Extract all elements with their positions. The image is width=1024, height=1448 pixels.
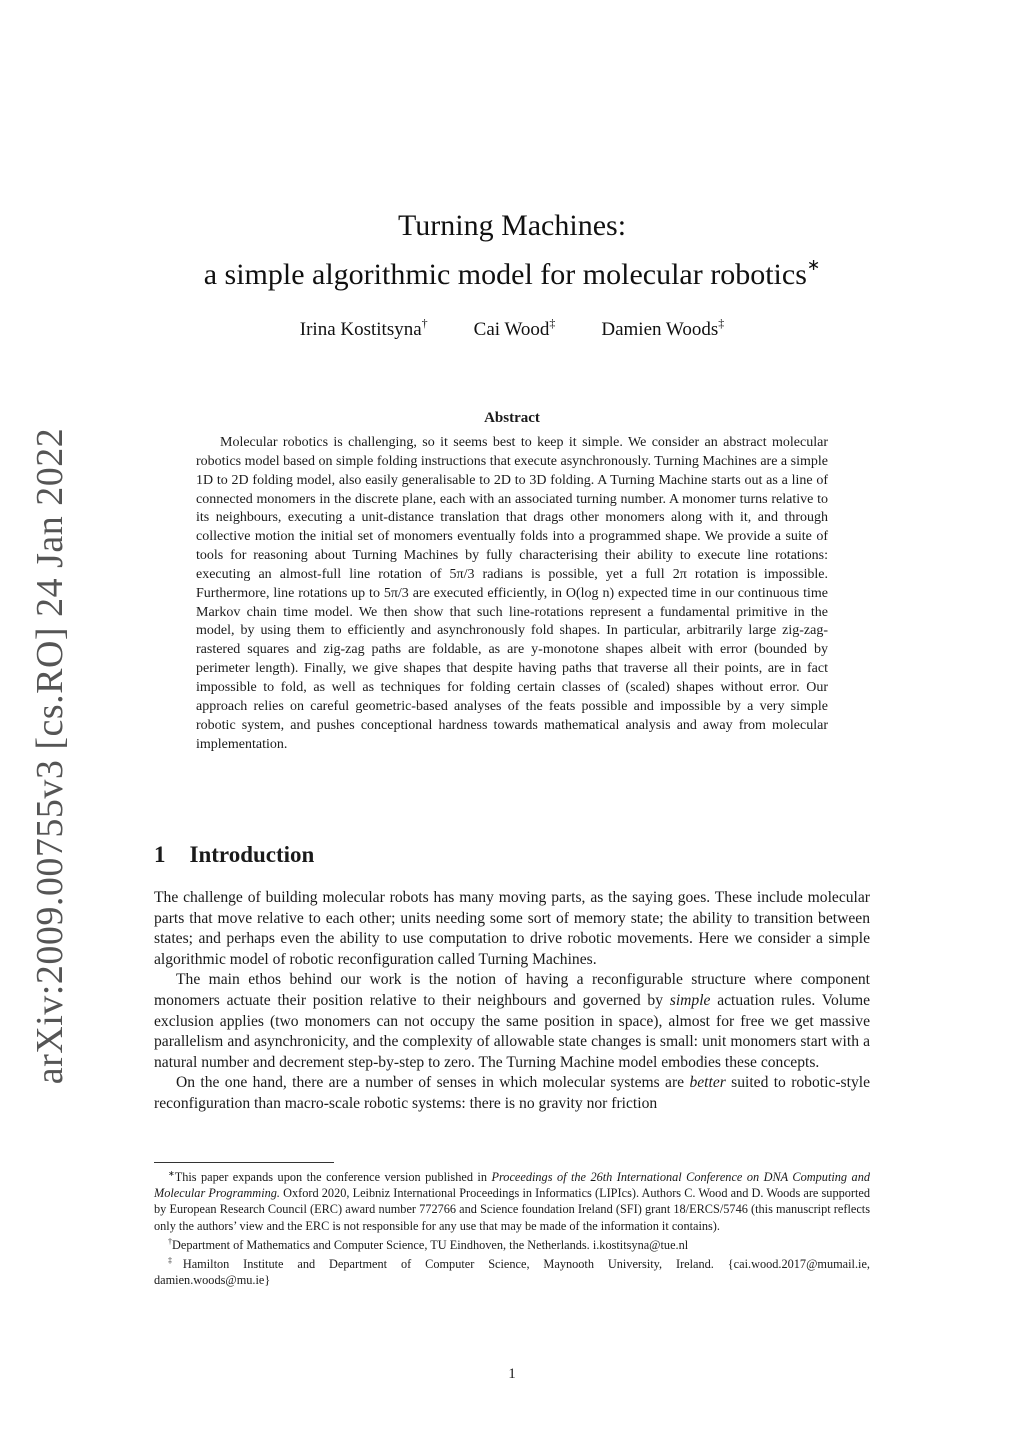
author-name: Cai Wood [473, 319, 550, 340]
author-name: Irina Kostitsyna [299, 319, 422, 340]
section-title: Introduction [189, 842, 315, 867]
paragraph-3 [154, 1073, 870, 1114]
page-number: 1 [508, 1366, 516, 1382]
paragraph-1: The challenge of building molecular robots has many moving parts, as the saying goes. These include molecular parts that move relative to each other; units needing some sort of memory state; the ability to transition between states; and perhaps even the ability to use computation to drive robotic movements. Here we consider a simple algorithmic model of robotic reconfiguration called Turning Machines. [154, 889, 870, 968]
abstract-heading: Abstract [484, 410, 540, 426]
arxiv-stamp: arXiv:2009.00755v3 [cs.RO] 24 Jan 2022 [29, 427, 71, 1085]
footnote-2-mark: † [168, 1236, 172, 1246]
paper-title [0, 206, 1024, 295]
affiliation-mark: † [421, 316, 428, 330]
title-line-2 [0, 246, 1024, 295]
affiliation-mark: ‡ [549, 316, 556, 330]
author [300, 316, 428, 341]
author-list [0, 316, 1024, 341]
section-number: 1 [154, 842, 166, 867]
author [474, 316, 556, 341]
title-line-1: Turning Machines: [397, 209, 627, 242]
paragraph-2-part-b: actuation rules. Volume exclusion applies (two monomers can not occupy the same position in space), almost for free we get massive parallelism and asynchronicity, and the complexity of allowable state changes is small: unit monomers start with a natural number and decrement step-by-step to zero. The Turning Machine model embodies these concepts. [154, 991, 870, 1071]
footnote-1-part-b: Oxford 2020, Leibniz International Proceedings in Informatics (LIPIcs). Authors C. Wood and D. Woods are supported by European Research Council (ERC) award number 772766 and Science foundation Ireland (SFI) grant 18/ERCS/5746 (this manuscript reflects only the authors’ view and the ERC is not responsible for any use that may be made of the information it contains). [154, 1186, 871, 1233]
footnote-1-emphasis: Proceedings of the 26th International Conference on DNA Computing and Molecular Programming. [154, 1170, 870, 1201]
footnote-rule [154, 1162, 334, 1163]
author-name: Damien Woods [601, 319, 719, 340]
author [601, 316, 724, 341]
paragraph-3-part-b: suited to robotic-style reconfiguration than macro-scale robotic systems: there is no gravity nor friction [154, 1074, 871, 1112]
title-line-2-text: a simple algorithmic model for molecular robotics [203, 258, 807, 291]
footnotes [154, 1166, 870, 1288]
footnote-2-text: Department of Mathematics and Computer Science, TU Eindhoven, the Netherlands. i.kostitsyna@tue.nl [172, 1237, 689, 1252]
paragraph-3-emphasis: better [689, 1074, 726, 1092]
paragraph-2 [154, 970, 870, 1073]
footnote-3-mark: ‡ [168, 1256, 183, 1266]
footnote-3 [154, 1253, 870, 1288]
paragraph-3-part-a: On the one hand, there are a number of senses in which molecular systems are [176, 1074, 690, 1092]
paragraph-2-emphasis: simple [669, 991, 711, 1009]
section-heading [154, 842, 314, 868]
abstract-text: Molecular robotics is challenging, so it seems best to keep it simple. We consider an abstract molecular robotics model based on simple folding instructions that execute asynchronously. Turning Machines are a simple 1D to 2D folding model, also easily generalisable to 2D to 3D folding. A Turning Machine starts out as a line of connected monomers in the discrete plane, each with an associated turning number. A monomer turns relative to its neighbours, executing a unit-distance translation that drags other monomers along with it, and through collective motion the initial set of monomers eventually folds into a programmed shape. We provide a suite of tools for reasoning about Turning Machines by fully characterising their ability to execute line rotations: executing an almost-full line rotation of 5π/3 radians is possible, yet a full 2π rotation is impossible. Furthermore, line rotations up to 5π/3 are executed efficiently, in O(log n) expected time in our continuous time Markov chain time model. We then show that such line-rotations represent a fundamental primitive in the model, by using them to efficiently and asynchronously fold shapes. In particular, arbitrarily large zig-zag-rastered squares and zig-zag paths are foldable, as are y-monotone shapes albeit with error (bounded by perimeter length). Finally, we give shapes that despite having paths that traverse all their points, are in fact impossible to fold, as well as techniques for folding certain classes of (scaled) shapes without error. Our approach relies on careful geometric-based analyses of the feats possible and impossible by a very simple robotic system, and pushes conceptional hardness towards mathematical analysis and away from molecular implementation. [196, 435, 828, 752]
footnote-1-mark: ∗ [168, 1169, 175, 1178]
paragraph-2-part-a: The main ethos behind our work is the notion of having a reconfigurable structure where component monomers actuate their position relative to their neighbours and governed by [154, 971, 870, 1009]
affiliation-mark: ‡ [718, 316, 725, 330]
footnote-1 [154, 1166, 870, 1234]
footnote-2 [154, 1234, 870, 1253]
footnote-3-text: Hamilton Institute and Department of Computer Science, Maynooth University, Ireland. {cai.wood.2017@mumail.ie, damien.woods@mu.ie} [154, 1257, 870, 1288]
footnote-1-part-a: This paper expands upon the conference version published in [174, 1170, 492, 1184]
body-text [154, 888, 870, 1115]
title-footnote-mark: ∗ [806, 257, 821, 274]
